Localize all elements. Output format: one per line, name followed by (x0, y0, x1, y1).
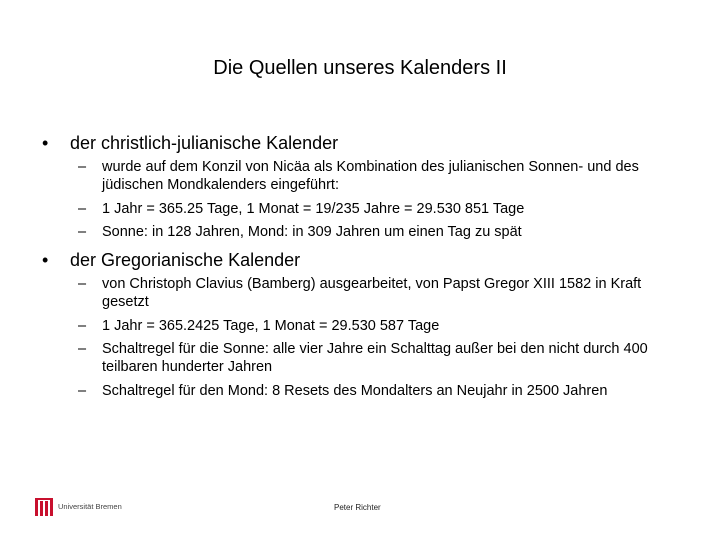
bullet-symbol: • (42, 250, 49, 270)
bullet-text: der christlich-julianische Kalender (70, 133, 339, 153)
university-logo (34, 496, 122, 518)
dash-symbol: – (78, 318, 87, 334)
sub-bullet-text: wurde auf dem Konzil von Nicäa als Kombination des julianischen Sonnen- und des jüdischen Mondkalenders eingeführt: (102, 159, 639, 193)
dash-symbol: – (78, 341, 87, 357)
sub-bullet-text: 1 Jahr = 365.25 Tage, 1 Monat = 19/235 Jahre = 29.530 851 Tage (102, 201, 525, 217)
footer-author: Peter Richter (334, 503, 381, 512)
slide-title: Die Quellen unseres Kalenders II (213, 57, 507, 79)
sub-bullet-text: 1 Jahr = 365.2425 Tage, 1 Monat = 29.530 587 Tage (102, 318, 440, 334)
university-logo-icon (34, 496, 54, 518)
dash-symbol: – (78, 159, 87, 175)
bullet-symbol: • (42, 133, 49, 153)
dash-symbol: – (78, 383, 87, 399)
bullet-text: der Gregorianische Kalender (70, 250, 301, 270)
sub-bullet-text: Sonne: in 128 Jahren, Mond: in 309 Jahren um einen Tag zu spät (102, 224, 522, 240)
logo-text: Universität Bremen (58, 502, 122, 511)
dash-symbol: – (78, 201, 87, 217)
sub-bullet-text: Schaltregel für die Sonne: alle vier Jahre ein Schalttag außer bei den nicht durch 400 teilbaren hunderter Jahren (102, 341, 648, 375)
sub-bullet-text: von Christoph Clavius (Bamberg) ausgearbeitet, von Papst Gregor XIII 1582 in Kraft gesetzt (102, 276, 642, 310)
sub-bullet-text: Schaltregel für den Mond: 8 Resets des Mondalters an Neujahr in 2500 Jahren (102, 383, 608, 399)
dash-symbol: – (78, 276, 87, 292)
dash-symbol: – (78, 224, 87, 240)
